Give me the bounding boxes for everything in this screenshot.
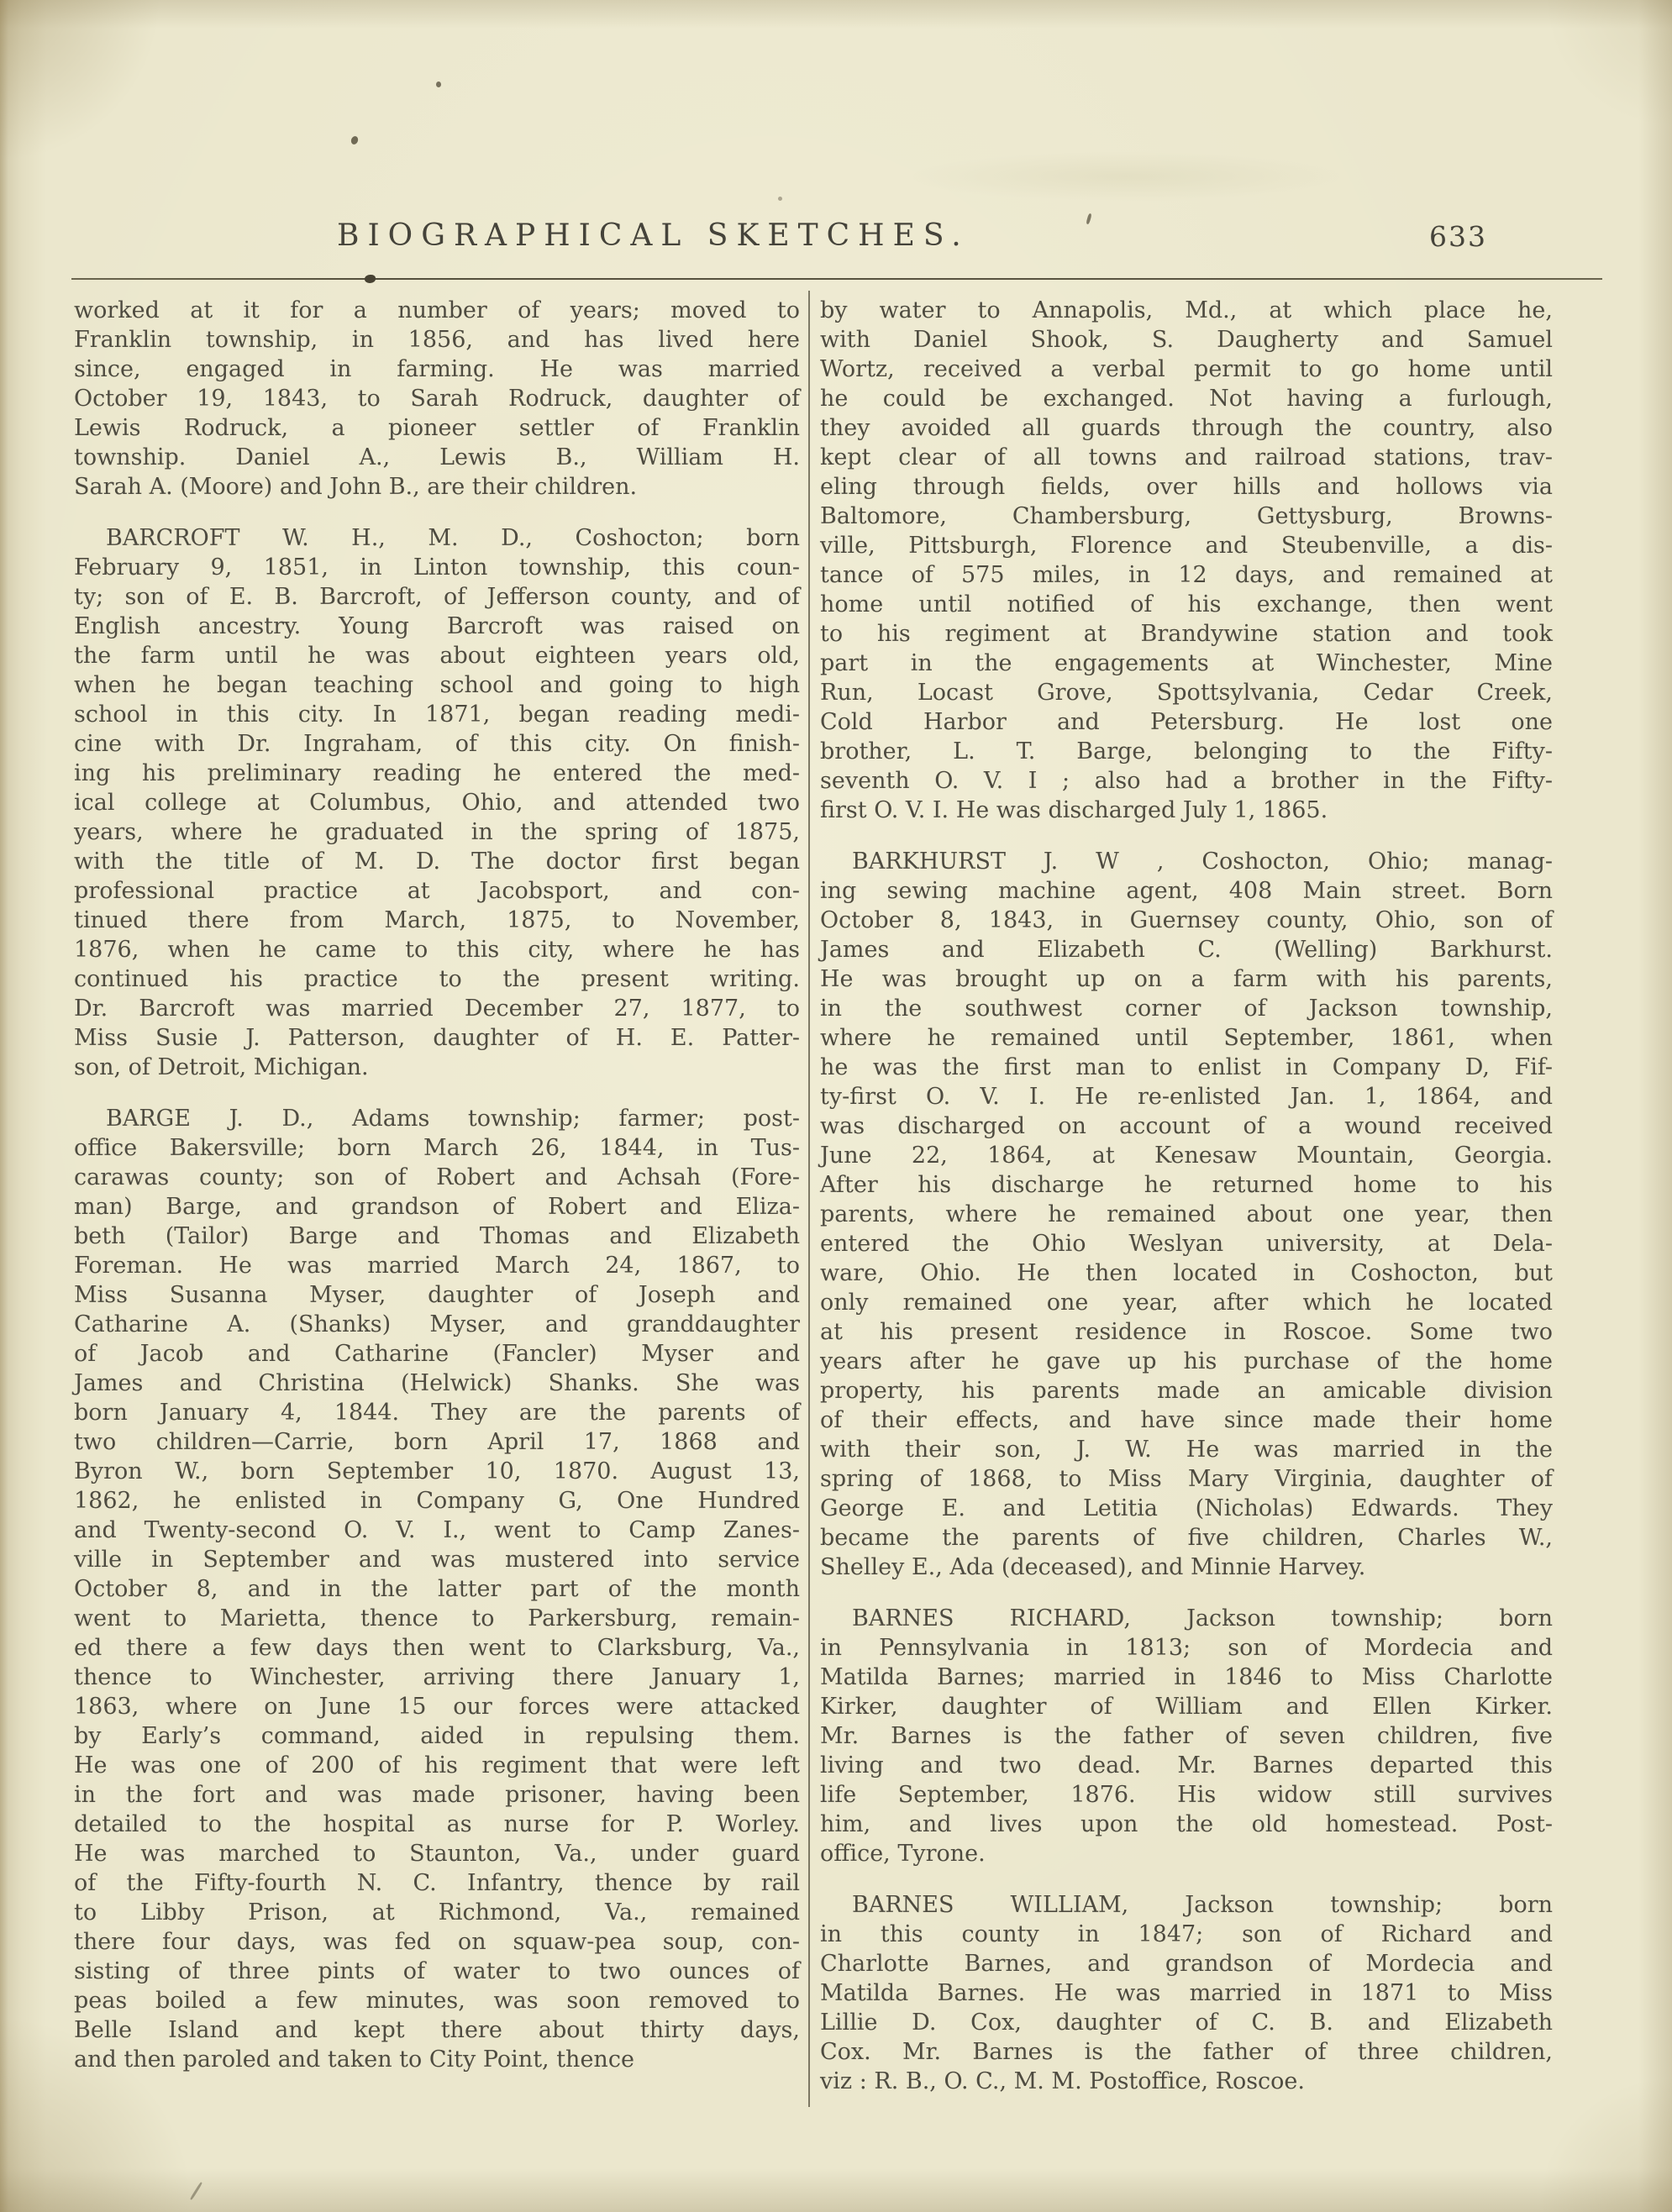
- text-line: living and two dead. Mr. Barnes departed this: [820, 1752, 1553, 1779]
- ink-speck: [436, 81, 441, 87]
- text-line: with the title of M. D. The doctor first began: [74, 849, 800, 875]
- text-line: Dr. Barcroft was married December 27, 1877, to: [74, 996, 800, 1022]
- page-number: 633: [1429, 220, 1487, 253]
- text-line: ville in September and was mustered into service: [74, 1547, 800, 1573]
- text-line: of Jacob and Catharine (Fancler) Myser and: [74, 1341, 800, 1367]
- text-line: detailed to the hospital as nurse for P. Worley.: [74, 1811, 800, 1837]
- text-line: home until notified of his exchange, then went: [820, 591, 1553, 617]
- text-line: Run, Locast Grove, Spottsylvania, Cedar Creek,: [820, 680, 1553, 706]
- text-line: continued his practice to the present writing.: [74, 966, 800, 992]
- text-line: October 19, 1843, to Sarah Rodruck, daughter of: [74, 386, 800, 412]
- text-line: George E. and Letitia (Nicholas) Edwards. They: [820, 1495, 1553, 1521]
- text-line: thence to Winchester, arriving there January 1,: [74, 1664, 800, 1690]
- column-divider: [808, 291, 810, 2107]
- text-line: Catharine A. (Shanks) Myser, and granddaughter: [74, 1311, 800, 1337]
- text-line: Shelley E., Ada (deceased), and Minnie Harvey.: [820, 1554, 1366, 1580]
- text-line: ware, Ohio. He then located in Coshocton, but: [820, 1260, 1553, 1286]
- text-line: Foreman. He was married March 24, 1867, to: [74, 1253, 800, 1279]
- text-line: ical college at Columbus, Ohio, and attended two: [74, 790, 800, 816]
- paragraph: [74, 1104, 800, 2074]
- text-line: they avoided all guards through the country, also: [820, 415, 1553, 441]
- text-line: worked at it for a number of years; moved to: [74, 297, 800, 323]
- text-line: ed there a few days then went to Clarksburg, Va.,: [74, 1635, 800, 1661]
- text-line: sisting of three pints of water to two ounces of: [74, 1958, 800, 1984]
- text-line: life September, 1876. His widow still survives: [820, 1782, 1553, 1808]
- text-line: ty-first O. V. I. He re-enlisted Jan. 1, 1864, and: [820, 1084, 1553, 1110]
- text-line: born January 4, 1844. They are the parents of: [74, 1400, 800, 1426]
- text-line: him, and lives upon the old homestead. Post-: [820, 1811, 1553, 1837]
- text-line: went to Marietta, thence to Parkersburg, remain-: [74, 1605, 800, 1631]
- text-line: of the Fifty-fourth N. C. Infantry, thence by rail: [74, 1870, 800, 1896]
- text-line: to Libby Prison, at Richmond, Va., remained: [74, 1899, 800, 1926]
- text-line: became the parents of five children, Charles W.,: [820, 1525, 1553, 1551]
- text-line: BARCROFT W. H., M. D., Coshocton; born: [106, 525, 800, 551]
- text-line: James and Elizabeth C. (Welling) Barkhurst.: [820, 937, 1553, 963]
- text-line: June 22, 1864, at Kenesaw Mountain, Georgia.: [820, 1143, 1553, 1169]
- left-column: [74, 296, 800, 2074]
- text-line: Mr. Barnes is the father of seven children, five: [820, 1723, 1553, 1749]
- text-line: seventh O. V. I ; also had a brother in the Fifty-: [820, 768, 1553, 794]
- text-line: BARNES WILLIAM, Jackson township; born: [852, 1892, 1553, 1918]
- page-title: BIOGRAPHICAL SKETCHES.: [337, 218, 970, 253]
- text-line: man) Barge, and grandson of Robert and Eliza-: [74, 1194, 800, 1220]
- text-line: ing his preliminary reading he entered the med-: [74, 760, 800, 786]
- text-line: Cold Harbor and Petersburg. He lost one: [820, 709, 1553, 735]
- text-line: 1862, he enlisted in Company G, One Hundred: [74, 1488, 800, 1514]
- text-line: BARKHURST J. W , Coshocton, Ohio; manag-: [852, 849, 1553, 875]
- text-line: and then paroled and taken to City Point, thence: [74, 2046, 634, 2073]
- text-line: and Twenty-second O. V. I., went to Camp Zanes-: [74, 1517, 800, 1543]
- text-line: Lewis Rodruck, a pioneer settler of Franklin: [74, 415, 800, 441]
- text-line: he could be exchanged. Not having a furlough,: [820, 386, 1553, 412]
- text-line: kept clear of all towns and railroad stations, trav-: [820, 444, 1553, 470]
- text-line: 1876, when he came to this city, where he has: [74, 937, 800, 963]
- text-line: in the southwest corner of Jackson township,: [820, 996, 1553, 1022]
- text-line: school in this city. In 1871, began reading medi-: [74, 701, 800, 728]
- text-line: carawas county; son of Robert and Achsah (Fore-: [74, 1164, 800, 1190]
- ink-speck: [1086, 213, 1091, 225]
- ink-speck: [350, 135, 360, 145]
- header-rule: [71, 278, 1602, 280]
- text-line: Wortz, received a verbal permit to go home until: [820, 356, 1553, 382]
- text-line: Sarah A. (Moore) and John B., are their children.: [74, 474, 638, 500]
- text-line: spring of 1868, to Miss Mary Virginia, daughter of: [820, 1466, 1553, 1492]
- ink-speck: [778, 197, 782, 201]
- text-line: ty; son of E. B. Barcroft, of Jefferson county, and of: [74, 584, 800, 610]
- text-line: Charlotte Barnes, and grandson of Mordecia and: [820, 1951, 1553, 1977]
- text-line: He was brought up on a farm with his parents,: [820, 966, 1553, 992]
- text-line: with Daniel Shook, S. Daugherty and Samuel: [820, 327, 1553, 353]
- text-line: of their effects, and have since made their home: [820, 1407, 1553, 1433]
- text-line: township. Daniel A., Lewis B., William H.: [74, 444, 800, 470]
- text-line: James and Christina (Helwick) Shanks. She was: [74, 1370, 800, 1396]
- text-line: eling through fields, over hills and hollows via: [820, 474, 1553, 500]
- text-line: Miss Susanna Myser, daughter of Joseph and: [74, 1282, 800, 1308]
- paragraph: [74, 296, 800, 502]
- text-line: by water to Annapolis, Md., at which place he,: [820, 297, 1553, 323]
- text-line: years after he gave up his purchase of the home: [820, 1348, 1553, 1374]
- text-line: at his present residence in Roscoe. Some two: [820, 1319, 1553, 1345]
- text-line: ing sewing machine agent, 408 Main street. Born: [820, 878, 1553, 904]
- text-line: there four days, was fed on squaw-pea soup, con-: [74, 1929, 800, 1955]
- text-line: Belle Island and kept there about thirty days,: [74, 2017, 800, 2043]
- text-line: peas boiled a few minutes, was soon removed to: [74, 1988, 800, 2014]
- text-line: son, of Detroit, Michigan.: [74, 1054, 369, 1080]
- text-line: property, his parents made an amicable division: [820, 1378, 1553, 1404]
- text-line: brother, L. T. Barge, belonging to the Fifty-: [820, 738, 1553, 764]
- text-line: October 8, 1843, in Guernsey county, Ohio, son of: [820, 907, 1553, 933]
- ink-blob: [365, 275, 376, 283]
- text-line: February 9, 1851, in Linton township, this coun-: [74, 554, 800, 581]
- text-line: Matilda Barnes; married in 1846 to Miss Charlotte: [820, 1664, 1553, 1690]
- paragraph: [820, 847, 1553, 1582]
- text-line: only remained one year, after which he located: [820, 1290, 1553, 1316]
- text-line: He was one of 200 of his regiment that were left: [74, 1752, 800, 1779]
- text-line: professional practice at Jacobsport, and con-: [74, 878, 800, 904]
- text-line: BARGE J. D., Adams township; farmer; post-: [106, 1106, 800, 1132]
- text-line: Miss Susie J. Patterson, daughter of H. E. Patter-: [74, 1025, 800, 1051]
- text-line: Lillie D. Cox, daughter of C. B. and Elizabeth: [820, 2010, 1553, 2036]
- text-line: parents, where he remained about one year, then: [820, 1201, 1553, 1227]
- text-line: by Early’s command, aided in repulsing them.: [74, 1723, 800, 1749]
- text-line: when he began teaching school and going to high: [74, 672, 800, 698]
- text-line: was discharged on account of a wound received: [820, 1113, 1553, 1139]
- text-line: He was marched to Staunton, Va., under guard: [74, 1841, 800, 1867]
- text-line: in the fort and was made prisoner, having been: [74, 1782, 800, 1808]
- text-line: in this county in 1847; son of Richard and: [820, 1921, 1553, 1947]
- text-line: Kirker, daughter of William and Ellen Kirker.: [820, 1694, 1553, 1720]
- text-line: in Pennsylvania in 1813; son of Mordecia and: [820, 1635, 1553, 1661]
- text-line: to his regiment at Brandywine station and took: [820, 621, 1553, 647]
- text-line: entered the Ohio Weslyan university, at Dela-: [820, 1231, 1553, 1257]
- show-through-stain: [907, 151, 1344, 202]
- text-line: BARNES RICHARD, Jackson township; born: [852, 1605, 1553, 1631]
- text-line: first O. V. I. He was discharged July 1, 1865.: [820, 797, 1328, 823]
- paragraph: [820, 1890, 1553, 2096]
- text-line: two children—Carrie, born April 17, 1868 and: [74, 1429, 800, 1455]
- text-line: office Bakersville; born March 26, 1844, in Tus-: [74, 1135, 800, 1161]
- paragraph: [820, 296, 1553, 825]
- text-line: since, engaged in farming. He was married: [74, 356, 800, 382]
- text-line: office, Tyrone.: [820, 1841, 986, 1867]
- text-line: tinued there from March, 1875, to November,: [74, 907, 800, 933]
- text-line: Franklin township, in 1856, and has lived here: [74, 327, 800, 353]
- text-line: part in the engagements at Winchester, Mine: [820, 650, 1553, 676]
- text-line: Baltomore, Chambersburg, Gettysburg, Browns-: [820, 503, 1553, 529]
- text-line: with their son, J. W. He was married in the: [820, 1437, 1553, 1463]
- text-line: October 8, and in the latter part of the month: [74, 1576, 800, 1602]
- text-line: the farm until he was about eighteen years old,: [74, 643, 800, 669]
- text-line: beth (Tailor) Barge and Thomas and Elizabeth: [74, 1223, 800, 1249]
- text-line: tance of 575 miles, in 12 days, and remained at: [820, 562, 1553, 588]
- text-line: he was the first man to enlist in Company D, Fif-: [820, 1054, 1553, 1080]
- text-line: Matilda Barnes. He was married in 1871 to Miss: [820, 1980, 1553, 2006]
- paragraph: [820, 1604, 1553, 1868]
- text-line: viz : R. B., O. C., M. M. Postoffice, Roscoe.: [820, 2068, 1305, 2094]
- right-column: [820, 296, 1553, 2096]
- text-line: years, where he graduated in the spring of 1875,: [74, 819, 800, 845]
- text-line: where he remained until September, 1861, when: [820, 1025, 1553, 1051]
- text-line: 1863, where on June 15 our forces were attacked: [74, 1694, 800, 1720]
- text-line: ville, Pittsburgh, Florence and Steubenville, a dis-: [820, 533, 1553, 559]
- paragraph: [74, 523, 800, 1082]
- text-line: Byron W., born September 10, 1870. August 13,: [74, 1458, 800, 1484]
- ink-speck: [190, 2182, 202, 2200]
- text-line: Cox. Mr. Barnes is the father of three children,: [820, 2039, 1553, 2065]
- text-line: cine with Dr. Ingraham, of this city. On finish-: [74, 731, 800, 757]
- text-line: After his discharge he returned home to his: [820, 1172, 1553, 1198]
- text-line: English ancestry. Young Barcroft was raised on: [74, 613, 800, 639]
